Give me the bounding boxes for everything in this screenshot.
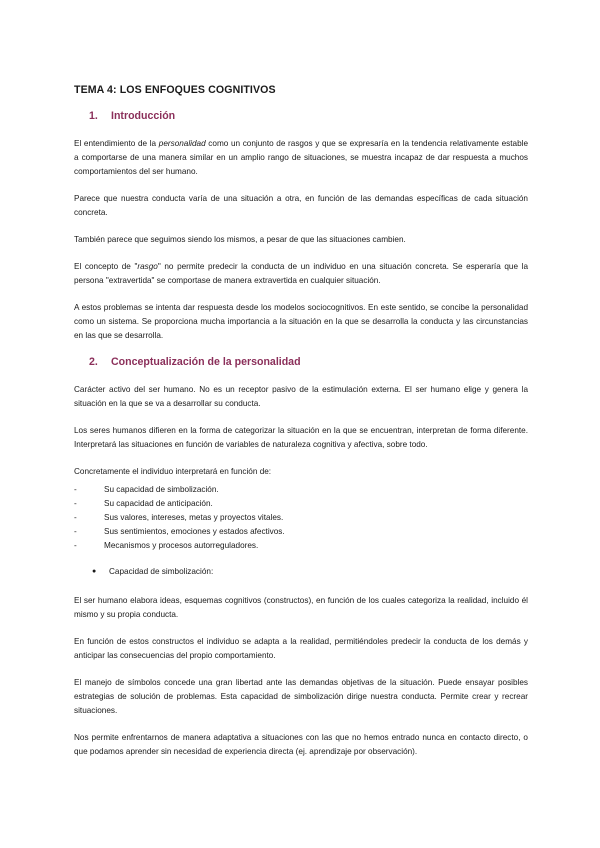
paragraph: Parece que nuestra conducta varía de una situación a otra, en función de las demandas específicas de cada situación concreta. bbox=[74, 194, 528, 217]
paragraph: El concepto de "rasgo" no permite predecir la conducta de un individuo en una situación concreta. Se esperaría que la persona "extravertida" se comportase de manera extravertida en cualquier situación. bbox=[74, 262, 528, 285]
dash-marker: - bbox=[74, 499, 77, 508]
paragraph: A estos problemas se intenta dar respuesta desde los modelos sociocognitivos. En este sentido, se concibe la personalidad como un sistema. Se proporciona mucha importancia a la situación en la que se desarrolla la conducta y las circunstancias en las que se desarrolla. bbox=[74, 303, 528, 340]
section-heading-introduccion bbox=[89, 110, 528, 122]
list-item: - Su capacidad de anticipación. bbox=[74, 497, 528, 511]
emphasis-rasgo: rasgo bbox=[137, 262, 158, 271]
dash-marker: - bbox=[74, 541, 77, 550]
list-item: - Mecanismos y procesos autorreguladores. bbox=[74, 539, 528, 553]
list-item: - Su capacidad de simbolización. bbox=[74, 483, 528, 497]
paragraph: El ser humano elabora ideas, esquemas cognitivos (constructos), en función de los cuales categoriza la realidad, incluido él mismo y su propia conducta. bbox=[74, 596, 528, 619]
bullet-item: ● Capacidad de simbolización: bbox=[92, 565, 528, 579]
bullet-icon: ● bbox=[92, 568, 97, 575]
emphasis-personalidad: personalidad bbox=[158, 139, 206, 148]
list-item: - Sus valores, intereses, metas y proyectos vitales. bbox=[74, 511, 528, 525]
section-title: Introducción bbox=[111, 110, 176, 122]
page-title: TEMA 4: LOS ENFOQUES COGNITIVOS bbox=[74, 84, 276, 96]
paragraph: El manejo de símbolos concede una gran libertad ante las demandas objetivas de la situación. Puede ensayar posibles estrategias de solución de problemas. Esta capacidad de simbolización dirige nuestra conducta. Permite crear y recrear situaciones. bbox=[74, 678, 528, 715]
paragraph: Nos permite enfrentarnos de manera adaptativa a situaciones con las que no hemos entrado nunca en contacto directo, o que podamos aprender sin necesidad de experiencia directa (ej. aprendizaje por observación). bbox=[74, 733, 528, 756]
list-item: - Sus sentimientos, emociones y estados afectivos. bbox=[74, 525, 528, 539]
dash-marker: - bbox=[74, 513, 77, 522]
section-heading-conceptualizacion bbox=[89, 356, 528, 368]
paragraph: El entendimiento de la personalidad como un conjunto de rasgos y que se expresaría en la tendencia relativamente estable a comportarse de una manera similar en un amplio rango de situaciones, se muestra incapaz de dar respuesta a muchos comportamientos del ser humano. bbox=[74, 139, 529, 176]
paragraph: También parece que seguimos siendo los mismos, a pesar de que las situaciones cambien. bbox=[74, 235, 406, 244]
section-number: 1. bbox=[89, 110, 98, 122]
section-number: 2. bbox=[89, 356, 98, 368]
dash-list bbox=[74, 483, 528, 553]
paragraph: Los seres humanos difieren en la forma de categorizar la situación en la que se encuentran, interpretan de forma diferente. Interpretará las situaciones en función de variables de naturaleza cognitiva y afectiva, sobre todo. bbox=[74, 426, 528, 449]
dash-marker: - bbox=[74, 485, 77, 494]
paragraph: Concretamente el individuo interpretará en función de: bbox=[74, 467, 272, 476]
dash-marker: - bbox=[74, 527, 77, 536]
paragraph: En función de estos constructos el individuo se adapta a la realidad, permitiéndoles predecir la conducta de los demás y anticipar las consecuencias del propio comportamiento. bbox=[74, 637, 528, 660]
paragraph: Carácter activo del ser humano. No es un receptor pasivo de la estimulación externa. El ser humano elige y genera la situación en la que se va a desarrollar su conducta. bbox=[74, 385, 528, 408]
section-title: Conceptualización de la personalidad bbox=[111, 356, 301, 368]
document-body bbox=[74, 84, 528, 772]
